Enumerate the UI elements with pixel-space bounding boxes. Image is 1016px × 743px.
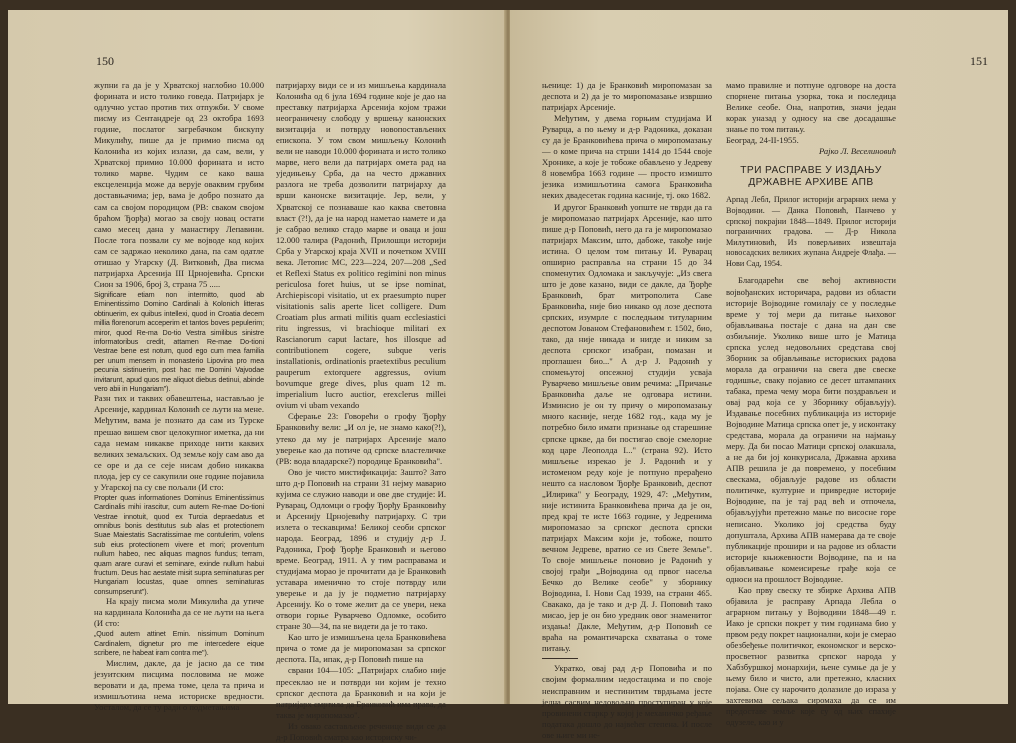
paragraph: На крају писма моли Микулића да утиче на кардинала Колонића да се не љути на њега (И сто: (94, 596, 264, 629)
section-title: ТРИ РАСПРАВЕ У ИЗДАЊУ ДРЖАВНЕ АРХИВЕ АПВ (740, 165, 882, 189)
paragraph: Ово је чисто мистификација: Зашто? Зато што д-р Поповић на страни 31 нејму маварио кујима се служио наводи и ове две студије: И. Руварац, Одломци о грофу Ђорђу Бранковићу и Арсенију Црнојевићу патријарху. С три излета о тескавцима! Беликој сеоби српског народа. Београд, 1896 и студију д-р Ј. Радоника, Гроф Ђорђе Бранковић и његово време. Београд, 1911. А у тим расправама и студијама морао је прочитати да је Бранковић уставара именично то стоје потврду или уверење и да ју је подметио патријарху Арсенију. Ко о томе желит да се увери, нека отвори горње Руварчево Одломке, особито стране 30—34, па не видети да је то тако. (276, 466, 446, 632)
paragraph: њенице: 1) да је Бранковић миропомазан за деспота и 2) да је то миропомазање извршио патријарх Арсеније. (542, 80, 712, 113)
paragraph: Благодарећи све већој активности војвођанских историчара, радови из области историје Војводине гомилају се у последње време у тој мери да питање њиховог објављивања постаје с дана на дан све озбиљније. Уколико више што је Матица српска услед недовољних средстава свој Зборник за објављивање историских радова морала да ограничи на свега две свеске годишње, сваку појавио се десет штампаних табака, према чему мора бити поздрављен и овај рад која се у Зборнику објављују). Издавање посебних публикација из историје Војводине Матица српска опет је, у исконтаку средстава, морала да ограничи на најмању меру. Да би посао Матици српској олакшала, а не да би јој конкурисала, Државна архива АПВ решила је да повремено, у посебним свескама, објављује радове из области политичке, културне и привредне историје Војводине, па је тај рад већ и отпочела, објављујући претежно мање по висосне горе неписано. Уколико јој средства буду допуштала, Архива АПВ намерава да те своје публикације прошири и на радове из области историје књижевности Војводине, па и на објављивање комеисирење грађе која се односи на прошлост Војводине. (726, 275, 896, 584)
separator-rule (542, 658, 578, 659)
paragraph: И другог Бранковић уопште не тврди да га је миропомазао патријарх Арсеније, као што пише д-р Поповић, него да га је миропомазао патријарх Максим, што, дабоже, такође није истина. О целом том питању И. Руварац опширно распрaвља на страни 15 до 34 споменутих Одломака и закључује: „Из свега што је дове казано, види се дакле, да Ђорђе Бранковић, брат митрополита Саве Бранковића, није био никако од лозе деспота српских, изумрле с последњим титуларним деспотом Јованом Стефановићем г. 1502, био, тако, да није никада и нигде и никим за деспота српског изабран, помазан и проглашен био..." А д-р Ј. Радонић у спомењутој опсежној студији усваја Руварчево мишљење овим речима: „Причање Бранковића даље не одговара истини. Изминсио је он ту причу о миропомазању много касније, негде 1682 год., када му је потребно било имати признање од старешине српске цркве, да би постигао своје смелорне код царе Леополда I..." (страна 92). Исто мишљење изрекао је Ј. Радонић и у истоменом реду које је потпуно прерађено нешто са насловом Ђорђе Бранковић, деспот „Илирика" у Београду, 1929, 47: „Међутим, није истинита Бранковићева прича да је он, пред крај те исте 1663 године, у Једренима миропомазао за српског деспота српски патријарх Максим који је, тобоже, пошто вечном Једреве, вратио се из Свете Земље". То своје мишљење поновио је Радонић у својој грађи „Војводина од првог насеља Бечко до Велике сеобе" у зборнику Војводина, I. Нови Сад 1939, на страни 465. Свакако, да је тако и д-р Д. Ј. Поповић тако мисао, јер је он био уредник овог знаменитог издања! Дакле, Међутим, д-р Поповић се враћа на романтичарска схватања о томе питању. (542, 201, 712, 654)
page-number: 150 (96, 54, 114, 68)
paragraph: Укратко, овај рад д-р Поповића и по својим формалним недостацима и по своје неисправним и нестинитим тврдњама јесте једна сасвим недовољно проступиран у које провинени старкр у којој је механичко ређање података дошло до највећег степена. И после ове њиге ми не- (542, 663, 712, 740)
paragraph: Као што је измишљена цела Бранковићева прича о томе да је миропомазан за српског деспота. Па, ипак, д-р Поповић пише на (276, 632, 446, 665)
right-page-column-2 (726, 80, 896, 728)
right-page (510, 10, 1008, 740)
review-signature: Рајко Л. Веселиновић (818, 146, 896, 157)
left-page-column-1 (94, 80, 264, 712)
paragraph: жупни га да је у Хрватској наглобио 10.000 форината и исто толико говеда. Патријарх је одлучно устао против тих отпужби. У своме писму из Сентандреје од 23 октобра 1693 године, послатог загребачком бискупу Микулићу, пише да је примио писма од Колонића из којих излази, да сам, вели, у Хрватској примио 10.000 форината и исто толико марве. Чудим се како ваша ексцеленција може да верује оваквим грубим доставњачима; јер, вама је добро познато да сам са својом породицом (РВ: сваком својом браћом Ђорђа) могао за своју новац остати само месец дана у манастиру Лепавини. После тога позвали су ме војводе код којих сам се задржао неколико дана, па сам одатле отишао у Угарску (Д. Витковић, Два писма патријарха Арсенија III Црнојевића. Српски Сион за 1906, број 3, страна 75 ..... (94, 80, 264, 289)
paragraph: Сферање 23: Говорећи о грофу Ђорђу Бранковићу вели: „И ол је, не знамо како(?!), утеко да му је патријарх Арсеније мало уверење као да потиче од српске властеличке (РВ: вода владарске?) породице Бранковића". (276, 411, 446, 466)
paragraph: сврани 104—105: „Патријарх слабио није пресеклао не и потврди ни којим је техно српског деспота да Бранковић и на који је патријарх смртила да Бранковић има права, да таква је миропомазао". (276, 665, 446, 720)
paragraph: „Quod autem attinet Emin. nissimum Dominum Cardinalem, dignetur pro me intercedere eique scribere, ne habeat iram contra me"). (94, 629, 264, 658)
paragraph: мамо правилне и потпуне одговоре на доста спорнене питања узорка, тока и последица Велике сеобе. Она, напротив, значи један корак уназад у односу на све досадашње знање по том питању. (726, 80, 896, 135)
paragraph: Significare etiam non intermitto, quod ab Eminentissimo Domino Cardinali à Kolonich litteras obtinuerim, ex quibus intellexi, quod in Croatia decem millia florenorum acceperim et tantos boves pepulerim; miror, quod Re-ma Do-tio Vestra similibus sinistre informatoribus credit, attamen Re-mae Do-tioni Vestrae bene est notum, quod ego cum mea familia per unum mensem in monasterio Lipovina pro mea pecunia sistinuerim, post hac me Domini Vajvodae invitarunt, apud quos me aliquot diebus detinui, abinde vero abii in Hungariam"). (94, 289, 264, 393)
review-date: Београд, 24-II-1955. (726, 135, 799, 146)
left-page (8, 10, 506, 742)
book-spread (8, 10, 1008, 742)
paragraph: Propter quas informationes Dominus Eminentissimus Cardinalis mihi irascitur, cum autem Re-mae Do-tioni Vestrae innotuit, quod ex Turcia depraedatus et omnibus bonis destitutus sub alas et protectionem Suae Maiestatis Sacratissimae me contulerim, volens sub eius protectionem vivere et mori; proventum nullum habeo, nec aliquas magnos fundus; terram, quam arare curavi et seminare, exinde nullum habui fructum. Deus hac aestate misit supra seminaturas per Hungariam locustas, quae omnes seminaturas consumpserunt"). (94, 492, 264, 596)
paragraph: Међутим, у двема горњим студијама И Руварца, а по њему и д-р Радоника, доказан су да је Бранковићева прича о миропомазању — о коме прича на стрши 1414 до 1544 своје Хронике, а које је тобоже обављено у Једреву 8 новембра 1663 године — просто измишто језика измишљотина самога Бранковића неких двадесетак година касније, тј. око 1682. (542, 113, 712, 201)
paragraph: Из овако састављене реченице види се да д-р Поповић сматра као историску чи- (276, 720, 446, 742)
page-number: 151 (970, 54, 988, 68)
paragraph: Мислим, дакле, да је јасно да се тим језуитским писцима пословима не може веровати и да, према томе, цела та прича и измишљотина нема историске вредности. Уосталом, да се ту ради о подметањима (94, 657, 264, 712)
citation: Арпад Лебл, Прилог историји аграрних нема у Војводини. — Данка Поповић, Панчево у српској покрајни 1848—1849. Прилог историји пограничних градова. — Д-р Никола Милутиновић, Из поверљивих извештаја новосадских великих жупана Андреје Флађа. — Нови Сад, 1954. (726, 195, 896, 268)
paragraph: Разн тих и таквих обавештења, настављао је Арсеније, кардинал Колонић се љути на мене. Међутим, вама је познато да сам из Турске прешао вишем свог целокупног иметка, да ни сада немам никакве приходе нити каквих великих земаљских. Од земље коју сам аво да се оре и да се сеје нисам добио никаква плода, јер су се сакупили оне године појавила у Угарској па су све пољали (И сто: (94, 393, 264, 492)
paragraph: Као прву свеску те збирке Архива АПВ објавила је расправу Арпада Лебла о аграрном питању у Војводини 1848—49 г. Иако је српски покрет у тим годинама био у првом реду покрет национални, који је смерао обезбеђење политичког, економског и верско-просветног развитка српског народа у Хабзбуршкој монархији, њене сумње да је у њему било и чисто, али претежно, класних појава. Оне су нарочито долазиле до израза у захтевима сељака сиромаха да се им предоставе земље које су од њих спахије одузеле, као и у (726, 584, 896, 728)
right-page-column-1 (542, 80, 712, 740)
left-page-column-2 (276, 80, 446, 742)
paragraph: патријарху види се и из мишљења кардинала Колонића од 6 јула 1694 године које је дао на преставку патријарха Арсенија којом тражи неограничену слободу у вршењу канонских визитација и потврду новопостављених епископа. У том свом мишљењу Колонић вели не наводи 10.000 форината и исто толико марве, него вели да патријарх омета рад на уједињењу Срба, да на често државних разлога не треба дозволити патријарху да врши канонске визитације. Јер, вели, у Хрватској се познаваше као каква световна власт (?!), да је на народ наметао намете и да је сабрао велико стадо марве и оваца и још 12.000 талира (Радонић, Прилошци историји Срба у Угарској краја XVII и почетком XVIII века. Летопис МС, 223—224, 207—208 „Sed et Reflexi Status ex politico regimini non minus periculosa foret huius, ut se ipse nominat, Archiepiscopi visitatio, ut ex praesumpto nuper visitationis salis aperte licet colligere. Dum Croatiam plus armati militis quam ecclesiastici ritu ingressus, vi brachioque militari ex Rascianorum caput lactare, hos illosque ad contributionem cogere, subque veris installationis, ordinationis praetextibus peculium pauperum extorquere aggressus, ovium bovumque grege dives, plus quam 12 m. imperialium lucro auctior, erexclerus millei ovium vi ubam vexando (276, 80, 446, 411)
